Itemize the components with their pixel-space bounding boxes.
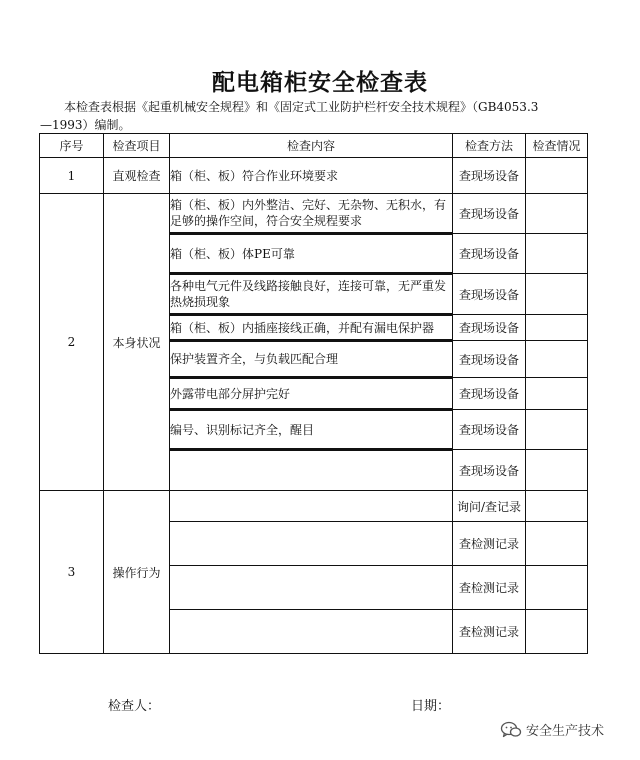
check-status[interactable] — [526, 194, 588, 234]
table-header-row — [40, 134, 588, 158]
header-method: 检查方法 — [453, 134, 526, 158]
header-seq: 序号 — [40, 134, 104, 158]
check-status[interactable] — [526, 491, 588, 522]
watermark — [500, 720, 604, 739]
check-method: 查检测记录 — [453, 610, 526, 654]
check-method: 查现场设备 — [453, 158, 526, 194]
group-seq: 2 — [40, 194, 104, 491]
page-title: 配电箱柜安全检查表 — [212, 70, 428, 96]
check-status[interactable] — [526, 274, 588, 315]
check-content — [170, 566, 453, 610]
date-label: 日期： — [411, 699, 451, 714]
check-content: 箱（柜、板）内插座接线正确，并配有漏电保护器 — [170, 315, 453, 341]
check-content: 编号、识别标记齐全，醒目 — [170, 410, 453, 450]
group-seq: 3 — [40, 491, 104, 654]
intro-line-1: 本检查表根据《起重机械安全规程》和《固定式工业防护栏杆安全技术规程》（GB4053.3 — [64, 100, 539, 114]
header-item: 检查项目 — [104, 134, 170, 158]
inspection-table — [39, 133, 588, 654]
check-content: 箱（柜、板）符合作业环境要求 — [170, 158, 453, 194]
check-status[interactable] — [526, 410, 588, 450]
check-status[interactable] — [526, 315, 588, 341]
check-status[interactable] — [526, 610, 588, 654]
check-status[interactable] — [526, 378, 588, 410]
table-row — [40, 158, 588, 194]
check-method: 查检测记录 — [453, 522, 526, 566]
group-item: 本身状况 — [104, 194, 170, 491]
check-method: 查现场设备 — [453, 194, 526, 234]
check-method: 查现场设备 — [453, 450, 526, 491]
check-method: 查现场设备 — [453, 315, 526, 341]
check-method: 查现场设备 — [453, 341, 526, 378]
check-method: 查现场设备 — [453, 410, 526, 450]
check-content — [170, 522, 453, 566]
intro-line-2: —1993）编制。 — [40, 118, 131, 132]
header-status: 检查情况 — [526, 134, 588, 158]
check-status[interactable] — [526, 450, 588, 491]
check-method: 询问/查记录 — [453, 491, 526, 522]
watermark-text: 安全生产技术 — [526, 724, 605, 739]
check-status[interactable] — [526, 158, 588, 194]
group-item: 直观检查 — [104, 158, 170, 194]
check-content: 外露带电部分屏护完好 — [170, 378, 453, 410]
check-content — [170, 450, 453, 491]
check-method: 查现场设备 — [453, 274, 526, 315]
check-content: 保护装置齐全，与负载匹配合理 — [170, 341, 453, 378]
check-status[interactable] — [526, 522, 588, 566]
check-content — [170, 610, 453, 654]
check-status[interactable] — [526, 234, 588, 274]
check-status[interactable] — [526, 341, 588, 378]
check-status[interactable] — [526, 566, 588, 610]
wechat-bubble-icon — [500, 721, 522, 739]
inspector-label: 检查人： — [108, 699, 161, 714]
check-method: 查现场设备 — [453, 234, 526, 274]
check-method: 查检测记录 — [453, 566, 526, 610]
table-row — [40, 491, 588, 522]
check-content: 各种电气元件及线路接触良好，连接可靠，无严重发热烧损现象 — [170, 274, 453, 315]
header-content: 检查内容 — [170, 134, 453, 158]
check-content: 箱（柜、板）内外整洁、完好、无杂物、无积水，有足够的操作空间，符合安全规程要求 — [170, 194, 453, 234]
group-item: 操作行为 — [104, 491, 170, 654]
group-seq: 1 — [40, 158, 104, 194]
table-row — [40, 194, 588, 234]
check-content: 箱（柜、板）体PE可靠 — [170, 234, 453, 274]
check-content — [170, 491, 453, 522]
check-method: 查现场设备 — [453, 378, 526, 410]
